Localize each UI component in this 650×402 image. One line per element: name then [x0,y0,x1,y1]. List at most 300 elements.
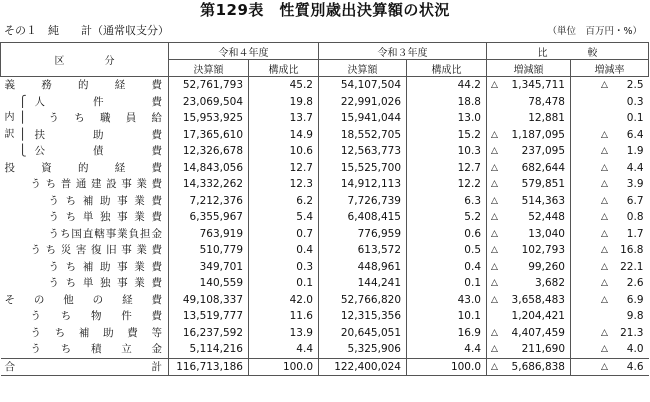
table-row [1,110,649,127]
zogen-value: 52,448 [528,211,565,224]
zogenritsu-value: 6.7 [626,194,644,207]
minus-triangle: △ [491,261,498,272]
cell-zogenritsu [571,292,649,309]
row-label [1,275,169,292]
cell-kosei-r3: 44.2 [407,77,487,94]
cell-kosei-r4: 12.7 [249,160,319,177]
zogenritsu-value: 22.1 [620,260,644,273]
label-char: 員 [125,112,137,125]
table-row [1,127,649,144]
label-char: ち [65,277,77,290]
label-char: 補 [78,326,90,339]
cell-zogen [487,160,571,177]
row-label [1,259,169,276]
label-char: 助 [99,260,111,273]
zogen-value: 12,881 [528,112,565,125]
header-zogenritsu: 増減率 [571,60,649,77]
cell-zogen [487,292,571,309]
header-r3: 令和３年度 [319,43,487,60]
cell-zogenritsu [571,209,649,226]
zogenritsu-value: 0.1 [626,112,644,125]
row-label [1,292,169,309]
cell-kessan-r4: 13,519,777 [169,308,249,325]
cell-kessan-r3: 5,325,906 [319,341,407,358]
cell-kessan-r4: 5,114,216 [169,341,249,358]
minus-triangle: △ [601,212,608,222]
label-char: ち [45,244,57,257]
label-char: 物 [91,310,102,323]
label-char: 債 [93,145,104,158]
minus-triangle: △ [601,344,608,354]
label-char: 合 [4,360,15,373]
cell-kessan-r4: 16,237,592 [169,325,249,342]
minus-triangle: △ [491,212,498,222]
label-char: 投 [4,161,15,174]
table-row [1,242,649,259]
label-char: う [48,277,59,290]
cell-kessan-r3: 20,645,051 [319,325,407,342]
cell-kosei-r3: 12.7 [407,160,487,177]
minus-triangle: △ [491,129,498,140]
cell-kosei-r4: 0.3 [249,259,319,276]
cell-kessan-r3: 54,107,504 [319,77,407,94]
minus-triangle: △ [601,245,608,255]
cell-zogen [487,143,571,160]
label-char: 事 [105,227,117,240]
label-char: 助 [99,194,111,207]
zogenritsu-value: 3.9 [626,178,644,191]
label-char: 事 [121,178,132,191]
table-body [1,77,649,376]
label-char: 助 [93,128,104,141]
row-label [1,143,169,160]
label-char: 的 [78,161,89,174]
label-char: 負 [128,227,140,240]
label-char: う [48,112,59,125]
minus-triangle: △ [601,261,608,272]
cell-zogen [487,110,571,127]
label-char: 補 [82,194,94,207]
label-char: 費 [151,211,162,224]
expenditure-table [0,42,649,376]
cell-kosei-r4: 42.0 [249,292,319,309]
zogenritsu-value: 1.9 [626,145,644,158]
label-char: 業 [134,194,145,207]
cell-zogenritsu [571,325,649,342]
label-char: ち [60,310,72,323]
label-char: 的 [78,79,89,92]
minus-triangle: △ [601,361,608,372]
cell-kessan-r4: 52,761,793 [169,77,249,94]
zogen-value: 4,407,459 [511,326,565,339]
cell-zogen [487,259,571,276]
table-subtitle: その１ 純 計（通常収支分） [4,24,169,37]
label-char: う [48,211,59,224]
minus-triangle: △ [491,245,498,255]
table-row [1,193,649,210]
cell-zogen [487,341,571,358]
label-char: う [30,310,41,323]
cell-kessan-r3: 776,959 [319,226,407,243]
cell-zogen [487,275,571,292]
label-char: 件 [121,310,132,323]
cell-kessan-r4: 15,953,925 [169,110,249,127]
label-char: 助 [103,326,114,339]
label-char: そ [4,293,15,306]
zogen-value: 1,204,421 [511,310,565,323]
cell-kosei-r3: 0.6 [407,226,487,243]
header-kubun: 区 分 [1,43,169,77]
minus-triangle: △ [601,162,608,173]
zogenritsu-value: 6.9 [626,293,644,306]
cell-kessan-r3: 144,241 [319,275,407,292]
label-char: 費 [151,194,162,207]
zogen-value: 1,345,711 [511,79,565,92]
minus-triangle: △ [491,294,498,305]
header-kessan-r4: 決算額 [169,60,249,77]
minus-triangle: △ [491,179,498,189]
cell-kessan-r4: 49,108,337 [169,292,249,309]
cell-zogenritsu [571,176,649,193]
label-char: 費 [151,244,162,257]
cell-kosei-r4: 5.4 [249,209,319,226]
label-char: 直 [82,227,94,240]
cell-zogenritsu [571,226,649,243]
cell-kessan-r3: 122,400,024 [319,358,407,376]
cell-kessan-r3: 18,552,705 [319,127,407,144]
minus-triangle: △ [601,129,608,140]
minus-triangle: △ [491,344,498,354]
minus-triangle: △ [601,327,608,338]
label-char: 給 [151,112,162,125]
table-row [1,160,649,177]
label-char: 職 [100,112,111,125]
zogen-value: 5,686,838 [511,360,565,373]
label-char: 通 [75,178,87,191]
minus-triangle: △ [601,228,608,239]
table-row [1,77,649,94]
zogen-value: 3,682 [534,277,565,290]
zogenritsu-value: 4.6 [626,360,644,373]
table-row [1,358,649,376]
zogenritsu-value: 16.8 [620,244,644,257]
label-char: 人 [34,95,45,108]
cell-kosei-r3: 12.2 [407,176,487,193]
cell-zogen [487,127,571,144]
label-char: 普 [60,178,72,191]
label-char: 計 [151,360,162,373]
label-char: 単 [82,277,94,290]
label-char: う [30,343,41,356]
zogenritsu-value: 2.5 [626,79,644,92]
table-row [1,341,649,358]
cell-zogen [487,325,571,342]
header-kosei-r4: 構成比 [249,60,319,77]
cell-zogenritsu [571,143,649,160]
cell-kosei-r3: 43.0 [407,292,487,309]
cell-kosei-r3: 0.1 [407,275,487,292]
label-char: 費 [151,95,162,108]
label-char: 費 [151,293,162,306]
minus-triangle: △ [491,361,498,372]
label-char: 事 [117,194,128,207]
cell-kessan-r4: 17,365,610 [169,127,249,144]
cell-kosei-r4: 4.4 [249,341,319,358]
row-label [1,110,169,127]
label-char: 担 [140,227,151,240]
cell-kessan-r3: 15,941,044 [319,110,407,127]
cell-kosei-r3: 100.0 [407,358,487,376]
cell-zogen [487,193,571,210]
cell-zogen [487,308,571,325]
label-char: 業 [134,260,145,273]
cell-kosei-r4: 14.9 [249,127,319,144]
table-row [1,275,649,292]
cell-zogenritsu [571,160,649,177]
row-label [1,160,169,177]
label-char: 経 [114,161,126,174]
cell-kosei-r3: 0.4 [407,259,487,276]
cell-kessan-r3: 22,991,026 [319,94,407,111]
cell-kessan-r3: 52,766,820 [319,292,407,309]
cell-kessan-r4: 7,212,376 [169,193,249,210]
zogenritsu-value: 4.0 [626,343,644,356]
table-row [1,143,649,160]
zogen-value: 514,363 [521,194,565,207]
cell-kosei-r4: 0.1 [249,275,319,292]
table-row [1,308,649,325]
zogen-value: 99,260 [528,260,565,273]
zogen-value: 211,690 [521,343,565,356]
label-char: 務 [41,79,52,92]
minus-triangle: △ [491,228,498,239]
label-char: ち [74,112,85,125]
cell-kessan-r3: 12,315,356 [319,308,407,325]
cell-zogenritsu [571,193,649,210]
label-char: 費 [151,260,162,273]
brace-mark: ⎪ [18,127,27,141]
cell-kosei-r3: 15.2 [407,127,487,144]
cell-kosei-r3: 16.9 [407,325,487,342]
zogen-value: 13,040 [528,227,565,240]
row-label [1,127,169,144]
zogenritsu-value: 9.8 [626,310,644,323]
row-label [1,226,169,243]
label-char: う [48,227,59,240]
cell-zogenritsu [571,242,649,259]
row-label [1,358,169,376]
minus-triangle: △ [491,80,498,90]
cell-kosei-r4: 6.2 [249,193,319,210]
cell-kosei-r3: 18.8 [407,94,487,111]
label-char: 費 [151,145,162,158]
cell-zogenritsu [571,341,649,358]
zogenritsu-value: 0.3 [626,95,644,108]
cell-kessan-r4: 510,779 [169,242,249,259]
table-row [1,209,649,226]
label-char: 単 [82,211,94,224]
label-char: 他 [63,293,74,306]
row-label [1,209,169,226]
brace-mark: ⎪ [18,111,27,124]
cell-zogenritsu [571,110,649,127]
cell-kosei-r3: 10.3 [407,143,487,160]
label-char: 復 [91,244,102,257]
label-char: 害 [75,244,87,257]
cell-zogen [487,209,571,226]
header-r4: 令和４年度 [169,43,319,60]
cell-kosei-r4: 0.7 [249,226,319,243]
cell-kosei-r4: 10.6 [249,143,319,160]
cell-kosei-r4: 12.3 [249,176,319,193]
label-char: 災 [60,244,72,257]
label-char: う [30,178,41,191]
cell-kessan-r4: 12,326,678 [169,143,249,160]
minus-triangle: △ [601,179,608,189]
minus-triangle: △ [491,146,498,156]
cell-kessan-r4: 6,355,967 [169,209,249,226]
label-char: 公 [34,145,45,158]
minus-triangle: △ [601,195,608,206]
zogenritsu-value: 21.3 [620,326,644,339]
cell-kosei-r3: 5.2 [407,209,487,226]
label-char: う [30,244,41,257]
table-row [1,176,649,193]
label-char: 業 [134,211,145,224]
label-char: 費 [127,326,138,339]
zogenritsu-value: 6.4 [626,128,644,141]
cell-kosei-r3: 4.4 [407,341,487,358]
label-char: 扶 [34,128,45,141]
minus-triangle: △ [491,327,498,338]
label-char: ち [65,211,77,224]
label-char: 独 [99,211,111,224]
label-char: 旧 [106,244,117,257]
table-row [1,325,649,342]
zogenritsu-value: 1.7 [626,227,644,240]
unit-note: （単位 百万円・%） [547,26,642,37]
label-char: 資 [41,161,52,174]
row-label [1,242,169,259]
cell-kessan-r4: 116,713,186 [169,358,249,376]
cell-kosei-r4: 11.6 [249,308,319,325]
cell-zogen [487,176,571,193]
label-char: ち [60,343,72,356]
minus-triangle: △ [601,80,608,90]
label-char: 業 [136,178,147,191]
brace-mark: ⎩ [18,144,27,157]
header-kessan-r3: 決算額 [319,60,407,77]
label-char: 金 [151,343,162,356]
label-char: ち [65,194,77,207]
table-row [1,226,649,243]
brace-mark: ⎧ [18,94,27,108]
label-char: 轄 [94,227,105,240]
cell-kessan-r4: 763,919 [169,226,249,243]
label-char: う [48,260,59,273]
cell-kosei-r3: 13.0 [407,110,487,127]
table-row [1,292,649,309]
cell-kosei-r4: 45.2 [249,77,319,94]
cell-zogen [487,242,571,259]
cell-kessan-r3: 6,408,415 [319,209,407,226]
cell-kessan-r3: 12,563,773 [319,143,407,160]
label-char: 事 [117,211,128,224]
zogen-value: 237,095 [521,145,565,158]
row-label [1,325,169,342]
label-char: 設 [106,178,117,191]
minus-triangle: △ [491,162,498,173]
cell-kosei-r4: 100.0 [249,358,319,376]
cell-zogen [487,94,571,111]
zogenritsu-value: 4.4 [626,161,644,174]
label-char: 立 [121,343,132,356]
cell-zogenritsu [571,308,649,325]
zogenritsu-value: 2.6 [626,277,644,290]
cell-kosei-r4: 13.7 [249,110,319,127]
table-title: 第129表 性質別歳出決算額の状況 [200,1,450,19]
row-label [1,308,169,325]
zogen-value: 3,658,483 [511,293,565,306]
naiyaku-mark-1: 内 [4,112,15,123]
label-char: う [30,326,41,339]
zogen-value: 579,851 [521,178,565,191]
header-kosei-r3: 構成比 [407,60,487,77]
label-char: ち [59,227,71,240]
cell-zogenritsu [571,275,649,292]
label-char: 補 [82,260,94,273]
label-char: 業 [117,227,128,240]
label-char: 費 [151,277,162,290]
label-char: 義 [4,79,15,92]
zogen-value: 102,793 [521,244,565,257]
label-char: 費 [151,79,162,92]
label-char: 費 [151,128,162,141]
label-char: 事 [121,244,132,257]
label-char: う [48,194,59,207]
cell-zogenritsu [571,77,649,94]
label-char: 業 [134,277,145,290]
label-char: ち [45,178,57,191]
cell-zogenritsu [571,259,649,276]
label-char: の [33,293,45,306]
minus-triangle: △ [491,278,498,288]
cell-kessan-r4: 14,843,056 [169,160,249,177]
table-row [1,259,649,276]
cell-kessan-r3: 15,525,700 [319,160,407,177]
row-label [1,176,169,193]
cell-kessan-r4: 140,559 [169,275,249,292]
cell-kosei-r4: 13.9 [249,325,319,342]
zogen-value: 78,478 [528,95,565,108]
cell-zogen [487,358,571,376]
cell-kosei-r4: 19.8 [249,94,319,111]
label-char: 費 [151,178,162,191]
naiyaku-mark-2: 訳 [4,128,15,140]
cell-kessan-r4: 23,069,504 [169,94,249,111]
label-char: 件 [93,95,104,108]
zogen-value: 682,644 [521,161,565,174]
label-char: ち [54,326,66,339]
label-char: 経 [122,293,133,306]
minus-triangle: △ [491,195,498,206]
cell-kessan-r3: 613,572 [319,242,407,259]
label-char: 金 [151,227,162,240]
label-char: 独 [99,277,111,290]
zogen-value: 1,187,095 [511,128,565,141]
label-char: 費 [151,310,162,323]
minus-triangle: △ [601,294,608,305]
